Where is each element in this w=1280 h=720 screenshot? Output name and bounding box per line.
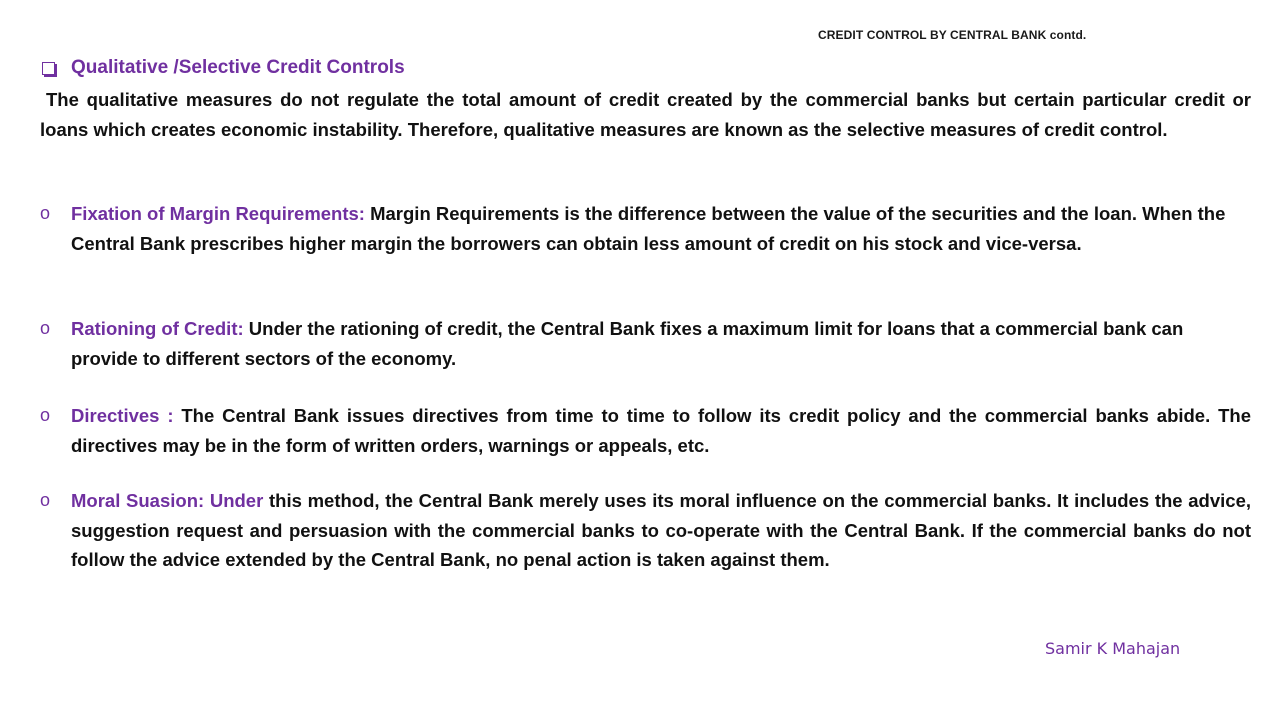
bullet-circle-icon: o: [40, 490, 51, 510]
bullet-margin-requirements: [40, 199, 1251, 258]
intro-text: The qualitative measures do not regulate the total amount of credit created by the commercial banks but certain particular credit or loans which creates economic instability. Therefore, qualitative measures are known as the selective measures of credit control.: [40, 89, 1251, 140]
intro-paragraph: [40, 85, 1251, 144]
bullet-body: [71, 401, 1251, 460]
bullet-text: this method, the Central Bank merely uses its moral influence on the commercial banks. It includes the advice, suggestion request and persuasion with the commercial banks to co-operate with the Central Bank. If the commercial banks do not follow the advice extended by the Central Bank, no penal action is taken against them.: [71, 490, 1251, 570]
section-heading: [40, 57, 405, 79]
bullet-body: [71, 314, 1251, 373]
bullet-circle-icon: o: [40, 318, 51, 338]
bullet-text: Margin Requirements is the difference between the value of the securities and the loan. When the Central Bank prescribes higher margin the borrowers can obtain less amount of credit on his stock and vice-versa.: [71, 203, 1226, 254]
bullet-circle-icon: o: [40, 405, 51, 425]
bullet-term: Fixation of Margin Requirements:: [71, 203, 365, 224]
author-signature: Samir K Mahajan: [1045, 639, 1181, 658]
bullet-body: [71, 199, 1251, 258]
bullet-text: The Central Bank issues directives from time to time to follow its credit policy and the commercial banks abide. The directives may be in the form of written orders, warnings or appeals, etc.: [71, 405, 1251, 456]
checkbox-bullet-icon: [42, 62, 55, 75]
bullet-moral-suasion: [40, 486, 1251, 575]
section-heading-text: Qualitative /Selective Credit Controls: [71, 57, 405, 78]
bullet-circle-icon: o: [40, 203, 51, 223]
bullet-term: Directives :: [71, 405, 174, 426]
bullet-body: [71, 486, 1251, 575]
bullet-term: Moral Suasion: Under: [71, 490, 264, 511]
slide-header-title: CREDIT CONTROL BY CENTRAL BANK contd.: [818, 28, 1087, 42]
bullet-term: Rationing of Credit:: [71, 318, 244, 339]
bullet-text: Under the rationing of credit, the Central Bank fixes a maximum limit for loans that a commercial bank can provide to different sectors of the economy.: [71, 318, 1184, 369]
bullet-rationing-of-credit: [40, 314, 1251, 373]
bullet-directives: [40, 401, 1251, 460]
